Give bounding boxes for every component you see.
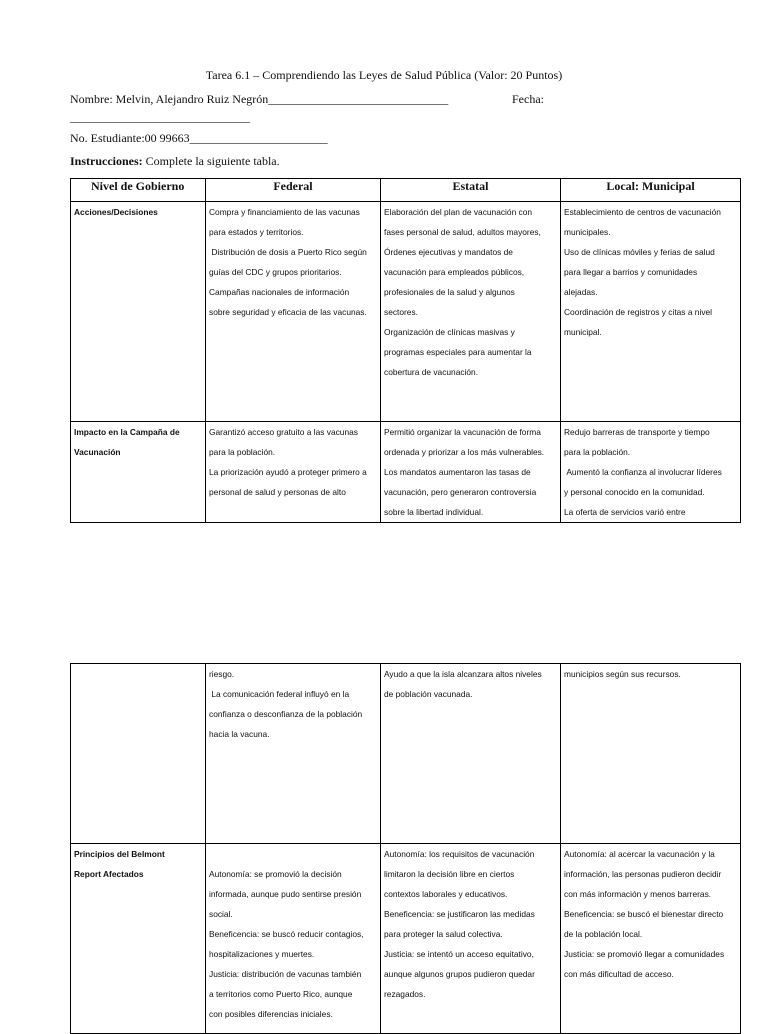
cell-estatal-belmont: Autonomía: los requisitos de vacunación limitaron la decisión libre en ciertos contextos laborales y educativos. Beneficencia: se justificaron las medidas para proteger la salud colectiva. Justicia: se intentó un acceso equitativo, aunque algunos grupos pudieron quedar rezagados. [381,844,561,1034]
table-row [71,664,741,844]
table-row [71,422,741,523]
date-line: ______________________________ [70,110,250,124]
header-federal: Federal [206,179,381,202]
cell-estatal-acciones: Elaboración del plan de vacunación con fases personal de salud, adultos mayores, Órdenes ejecutivas y mandatos de vacunación para empleados públicos, profesionales de la salud y algunos sectores. Organización de clínicas masivas y programas especiales para aumentar la cobertura de vacunación. [381,202,561,422]
cell-federal-belmont: Autonomía: se promovió la decisión informada, aunque pudo sentirse presión social. Beneficencia: se buscó reducir contagios, hospitalizaciones y muertes. Justicia: distribución de vacunas también a territorios como Puerto Rico, aunque con posibles diferencias iniciales. [206,844,381,1034]
cell-local-continued: municipios según sus recursos. [561,664,741,844]
table-row [71,202,741,422]
instructions [70,154,280,169]
header-estatal: Estatal [381,179,561,202]
cell-federal-impacto: Garantizó acceso gratuito a las vacunas para la población. La priorización ayudó a proteger primero a personal de salud y personas de alto [206,422,381,523]
header-nivel: Nivel de Gobierno [71,179,206,202]
cell-estatal-continued: Ayudo a que la isla alcanzara altos niveles de población vacunada. [381,664,561,844]
row-label-belmont: Principios del Belmont Report Afectados [71,844,206,1034]
instructions-label: Instrucciones: [70,154,143,168]
cell-local-impacto: Redujo barreras de transporte y tiempo para la población. Aumentó la confianza al involucrar líderes y personal conocido en la comunidad. La oferta de servicios varió entre [561,422,741,523]
student-number-line: No. Estudiante:00 99663_______________________ [70,131,328,145]
government-levels-table [70,178,741,523]
student-name-line: Nombre: Melvin, Alejandro Ruiz Negrón______________________________ [70,92,449,106]
page-title: Tarea 6.1 – Comprendiendo las Leyes de Salud Pública (Valor: 20 Puntos) [205,68,563,82]
instructions-text: Complete la siguiente tabla. [142,154,280,168]
header-local: Local: Municipal [561,179,741,202]
cell-estatal-impacto: Permitió organizar la vacunación de forma ordenada y priorizar a los más vulnerables. Los mandatos aumentaron las tasas de vacunación, pero generaron controversia sobre la libertad individual. [381,422,561,523]
cell-local-acciones: Establecimiento de centros de vacunación municipales. Uso de clínicas móviles y ferias de salud para llegar a barrios y comunidades alejadas. Coordinación de registros y citas a nivel municipal. [561,202,741,422]
cell-federal-acciones: Compra y financiamiento de las vacunas para estados y territorios. Distribución de dosis a Puerto Rico según guías del CDC y grupos prioritarios. Campañas nacionales de información sobre seguridad y eficacia de las vacunas. [206,202,381,422]
row-label-continued [71,664,206,844]
government-levels-table-continued [70,663,741,1034]
row-label-acciones: Acciones/Decisiones [71,202,206,422]
cell-federal-continued: riesgo. La comunicación federal influyó en la confianza o desconfianza de la población hacia la vacuna. [206,664,381,844]
date-label: Fecha: [512,92,544,106]
row-label-impacto: Impacto en la Campaña de Vacunación [71,422,206,523]
cell-local-belmont: Autonomía: al acercar la vacunación y la información, las personas pudieron decidir con más información y menos barreras. Beneficencia: se buscó el bienestar directo de la población local. Justicia: se promovió llegar a comunidades con más dificultad de acceso. [561,844,741,1034]
table-row [71,844,741,1034]
table-header-row [71,179,741,202]
